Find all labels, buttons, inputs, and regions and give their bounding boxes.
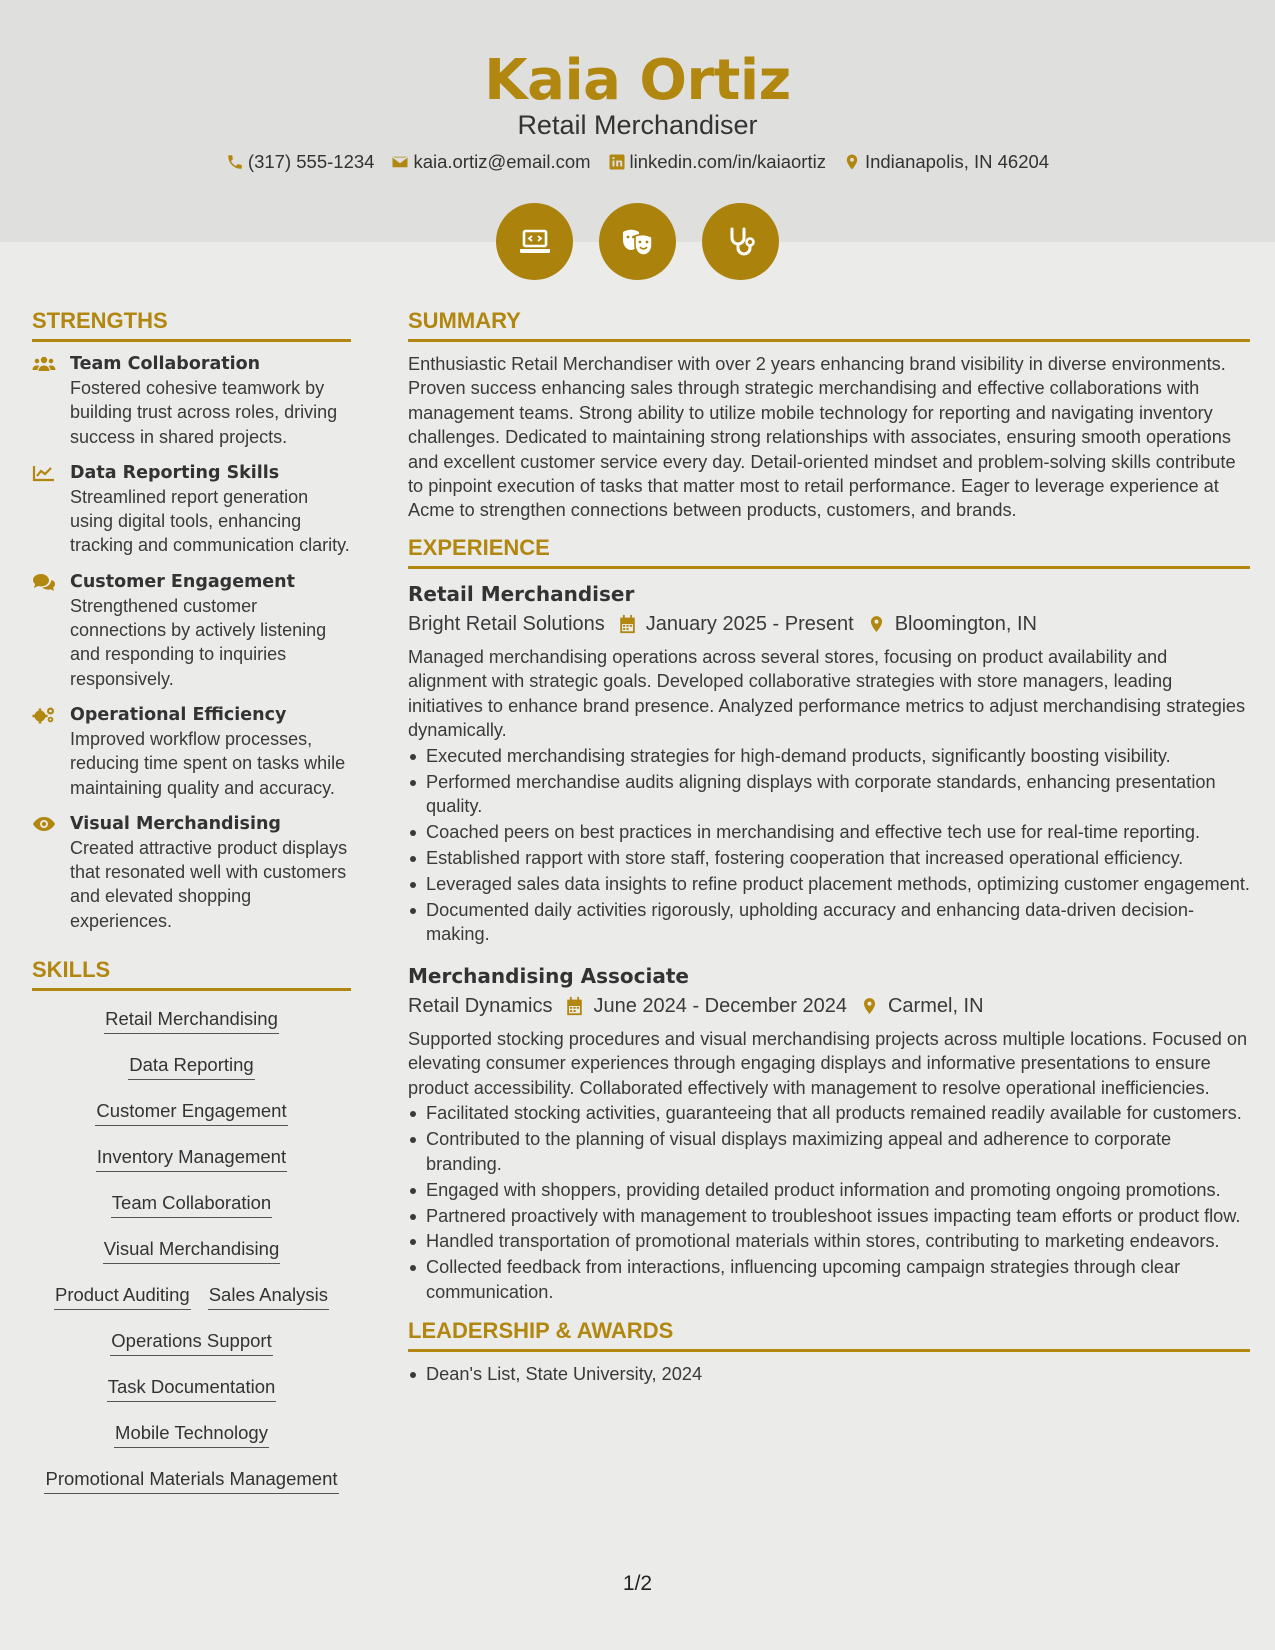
laptop-code-icon [515, 222, 555, 262]
contact-email[interactable] [391, 151, 590, 173]
job-bullets [408, 1101, 1250, 1304]
strength-desc: Fostered cohesive teamwork by building trust across roles, driving success in shared projects. [70, 378, 338, 447]
candidate-name: Kaia Ortiz [484, 48, 791, 113]
summary-text: Enthusiastic Retail Merchandiser with over 2 years enhancing brand visibility in diverse environments. Proven success enhancing sales through strategic merchandising and effective collaborations with management teams. Strong ability to utilize mobile technology for reporting and navigating inventory challenges. Dedicated to maintaining strong relationships with associates, ensuring smooth operations and excellent customer service every day. Detail-oriented mindset and problem-solving skills contribute to pinpoint execution of tasks that matter most to retail performance. Eager to leverage experience at Acme to strengthen connections between products, customers, and brands. [408, 354, 1236, 521]
skill-tag: Visual Merchandising [103, 1238, 281, 1264]
strength-title: Visual Merchandising [70, 813, 281, 834]
contact-phone[interactable] [226, 151, 375, 173]
list-item: Partnered proactively with management to troubleshoot issues impacting team efforts or product flow. [408, 1204, 1250, 1228]
job-entry [408, 579, 1250, 947]
skills-heading: SKILLS [32, 957, 351, 991]
list-item: Collected feedback from interactions, influencing upcoming campaign strategies through clear communication. [408, 1255, 1250, 1304]
phone-icon [226, 153, 244, 171]
experience-heading: EXPERIENCE [408, 535, 1250, 569]
candidate-title: Retail Merchandiser [517, 110, 758, 140]
skill-tag: Customer Engagement [95, 1100, 287, 1126]
skill-tag: Promotional Materials Management [44, 1468, 338, 1494]
awards-heading: LEADERSHIP & AWARDS [408, 1318, 1250, 1352]
skills-list [32, 1001, 351, 1507]
page-number: 1/2 [622, 1572, 653, 1595]
skill-tag: Product Auditing [54, 1284, 191, 1310]
comments-icon [32, 573, 56, 591]
strength-desc: Strengthened customer connections by actively listening and responding to inquiries responsively. [70, 595, 327, 689]
interest-medicine [702, 203, 779, 280]
interest-icons [0, 203, 1275, 280]
list-item: Handled transportation of promotional materials within stores, contributing to marketing endeavors. [408, 1229, 1250, 1253]
job-location: Bloomington, IN [894, 612, 1037, 635]
job-company: Bright Retail Solutions [408, 612, 605, 635]
location-icon [843, 153, 861, 171]
strength-item [32, 352, 351, 449]
strength-title: Data Reporting Skills [70, 462, 280, 483]
email-icon [391, 153, 409, 171]
skill-tag: Sales Analysis [208, 1284, 329, 1310]
job-bullets [408, 744, 1250, 947]
eye-icon [32, 815, 56, 833]
calendar-icon [618, 614, 637, 634]
job-company: Retail Dynamics [408, 994, 553, 1017]
skill-tag: Retail Merchandising [104, 1008, 279, 1034]
job-title: Retail Merchandiser [408, 581, 635, 606]
skill-tag: Operations Support [110, 1330, 272, 1356]
contact-linkedin-text: linkedin.com/in/kaiaortiz [629, 151, 826, 172]
job-location: Carmel, IN [887, 994, 984, 1017]
strength-desc: Improved workflow processes, reducing time spent on tasks while maintaining quality and accuracy. [70, 728, 346, 798]
skill-tag: Data Reporting [128, 1054, 254, 1080]
job-description: Managed merchandising operations across several stores, focusing on product availability and alignment with strategic goals. Developed collaborative strategies with store managers, leading initiatives to enhance brand presence. Analyzed performance metrics to adjust merchandising strategies dynamically. [408, 646, 1246, 741]
location-icon [867, 614, 886, 634]
chart-line-icon [32, 464, 56, 482]
strength-item [32, 703, 351, 800]
left-column [32, 308, 351, 1507]
location-icon [860, 996, 879, 1016]
summary-heading: SUMMARY [408, 308, 1250, 342]
list-item: Dean's List, State University, 2024 [408, 1362, 1250, 1386]
list-item: Documented daily activities rigorously, upholding accuracy and enhancing data-driven decision-making. [408, 898, 1250, 947]
list-item: Performed merchandise audits aligning displays with corporate standards, enhancing presentation quality. [408, 770, 1250, 819]
contact-phone-text: (317) 555-1234 [247, 151, 375, 172]
list-item: Contributed to the planning of visual displays maximizing appeal and adherence to corporate branding. [408, 1127, 1250, 1176]
contact-location-text: Indianapolis, IN 46204 [864, 151, 1050, 172]
job-dates: January 2025 - Present [645, 612, 854, 635]
calendar-icon [565, 996, 584, 1016]
linkedin-icon [608, 153, 626, 171]
strength-item [32, 570, 351, 691]
list-item: Coached peers on best practices in merchandising and effective tech use for real-time reporting. [408, 820, 1250, 844]
strength-desc: Streamlined report generation using digital tools, enhancing tracking and communication clarity. [70, 486, 350, 556]
strengths-heading: STRENGTHS [32, 308, 351, 342]
skill-tag: Task Documentation [107, 1376, 277, 1402]
awards-list [408, 1362, 1250, 1386]
strength-title: Customer Engagement [70, 571, 296, 592]
strength-title: Team Collaboration [70, 354, 261, 374]
strength-item [32, 461, 351, 558]
stethoscope-icon [721, 222, 761, 262]
strength-item [32, 812, 351, 933]
list-item: Facilitated stocking activities, guaranteeing that all products remained readily available for customers. [408, 1101, 1250, 1125]
job-entry [408, 961, 1250, 1304]
skill-tag: Mobile Technology [114, 1422, 269, 1448]
skill-tag: Inventory Management [96, 1146, 287, 1172]
job-dates: June 2024 - December 2024 [593, 994, 847, 1017]
cogs-icon [32, 706, 56, 724]
job-description: Supported stocking procedures and visual merchandising projects across multiple locations. Focused on elevating consumer experiences through engaging displays and informative presentations to ensure product accessibility. Collaborated effectively with management to resolve operational inefficiencies. [408, 1028, 1248, 1098]
strength-title: Operational Efficiency [70, 704, 287, 725]
job-title: Merchandising Associate [408, 963, 689, 988]
contact-email-text: kaia.ortiz@email.com [413, 151, 591, 172]
list-item: Executed merchandising strategies for high-demand products, significantly boosting visibility. [408, 744, 1250, 768]
strength-desc: Created attractive product displays that resonated well with customers and elevated shopping experiences. [70, 837, 348, 931]
list-item: Engaged with shoppers, providing detailed product information and promoting ongoing promotions. [408, 1178, 1250, 1202]
interest-coding [496, 203, 573, 280]
skill-tag: Team Collaboration [111, 1192, 272, 1218]
job-meta [408, 609, 1250, 639]
interest-theater [599, 203, 676, 280]
list-item: Leveraged sales data insights to refine product placement methods, optimizing customer engagement. [408, 872, 1250, 896]
theater-masks-icon [618, 222, 658, 262]
contact-bar [0, 151, 1275, 173]
contact-linkedin[interactable] [608, 151, 826, 173]
right-column [408, 308, 1250, 1401]
users-icon [32, 355, 56, 373]
contact-location [843, 151, 1049, 173]
list-item: Established rapport with store staff, fostering cooperation that increased operational efficiency. [408, 846, 1250, 870]
job-meta [408, 991, 1250, 1021]
